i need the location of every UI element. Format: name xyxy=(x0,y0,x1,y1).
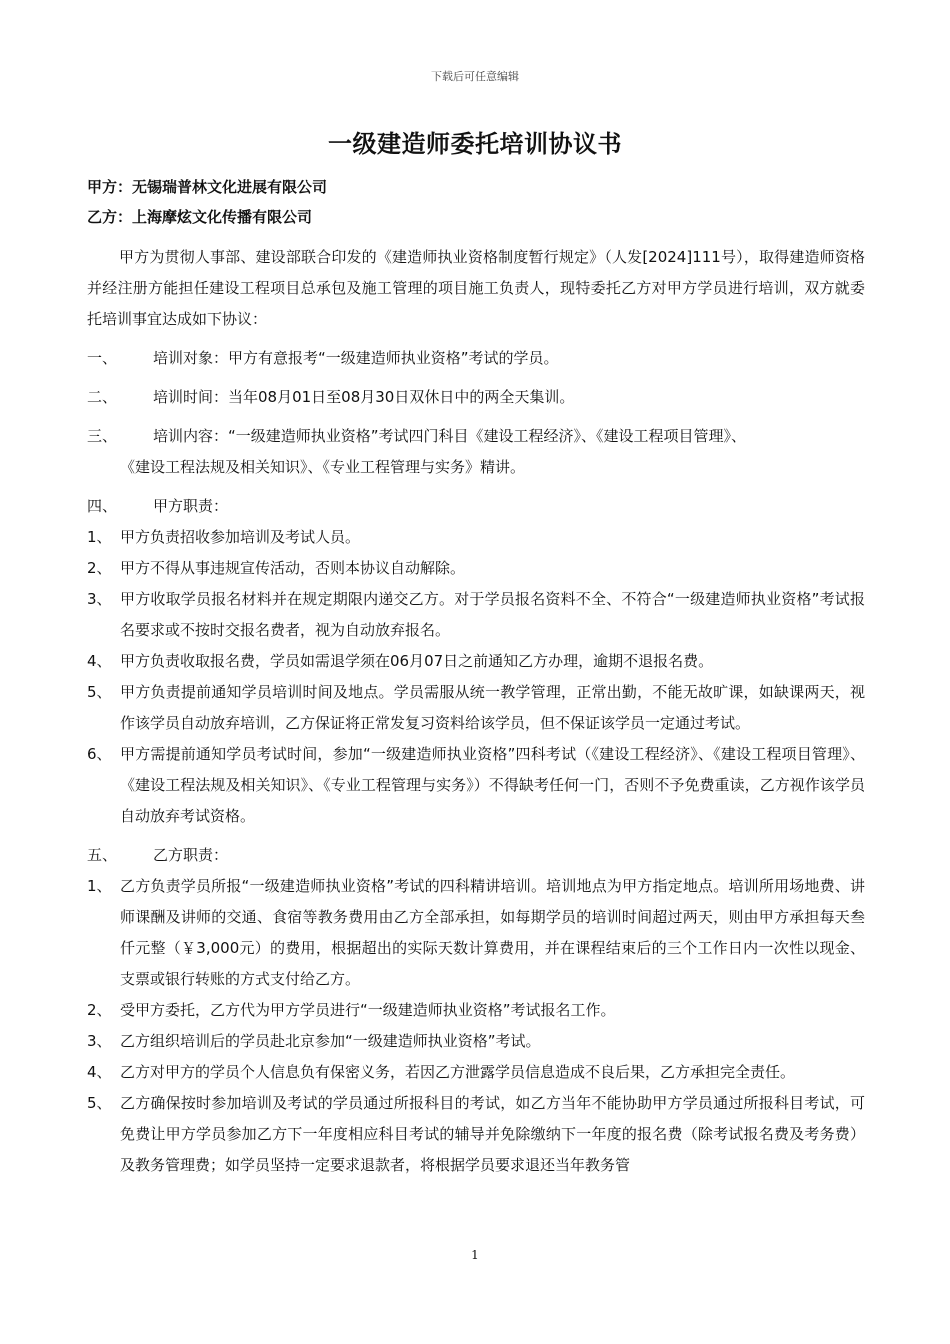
item-text: 乙方确保按时参加培训及考试的学员通过所报科目的考试，如乙方当年不能协助甲方学员通过所报科目考试，可免费让甲方学员参加乙方下一年度相应科目考试的辅导并免除缴纳下一年度的报名费（除考试报名费及考务费）及教务管理费；如学员坚持一定要求退款者，将根据学员要求退还当年教务管 xyxy=(120,1094,865,1174)
section-text: 培训时间：当年08月01日至08月30日双休日中的两全天集训。 xyxy=(153,388,575,406)
section-five xyxy=(87,840,865,871)
section-four xyxy=(87,491,865,522)
party-a-duties-list xyxy=(87,522,865,832)
header-note: 下载后可任意编辑 xyxy=(431,70,519,83)
document-body xyxy=(87,242,865,1181)
section-number: 一、 xyxy=(87,349,118,367)
section-text: 甲方职责： xyxy=(153,497,229,515)
section-two xyxy=(87,382,865,413)
item-text: 乙方对甲方的学员个人信息负有保密义务，若因乙方泄露学员信息造成不良后果，乙方承担完全责任。 xyxy=(120,1063,796,1081)
list-item xyxy=(87,553,865,584)
party-b: 乙方：上海摩炫文化传播有限公司 xyxy=(87,208,313,226)
section-three xyxy=(87,421,865,452)
item-text: 甲方收取学员报名材料并在规定期限内递交乙方。对于学员报名资料不全、不符合“一级建造师执业资格”考试报名要求或不按时交报名费者，视为自动放弃报名。 xyxy=(120,590,865,639)
party-b-duties-list xyxy=(87,871,865,1181)
item-number: 4、 xyxy=(87,652,112,670)
item-text: 乙方负责学员所报“一级建造师执业资格”考试的四科精讲培训。培训地点为甲方指定地点。培训所用场地费、讲师课酬及讲师的交通、食宿等教务费用由乙方全部承担，如每期学员的培训时间超过两天，则由甲方承担每天叁仟元整（￥3,000元）的费用，根据超出的实际天数计算费用，并在课程结束后的三个工作日内一次性以现金、支票或银行转账的方式支付给乙方。 xyxy=(120,877,865,988)
item-number: 2、 xyxy=(87,559,112,577)
section-number: 三、 xyxy=(87,427,118,445)
section-text: 乙方职责： xyxy=(153,846,229,864)
item-number: 1、 xyxy=(87,528,112,546)
list-item xyxy=(87,522,865,553)
item-number: 5、 xyxy=(87,1094,112,1112)
section-one xyxy=(87,343,865,374)
section-text: 培训内容：“一级建造师执业资格”考试四门科目《建设工程经济》、《建设工程项目管理》、 xyxy=(153,427,747,445)
list-item xyxy=(87,1057,865,1088)
section-number: 五、 xyxy=(87,846,118,864)
section-number: 四、 xyxy=(87,497,118,515)
document-title: 一级建造师委托培训协议书 xyxy=(328,130,622,158)
item-text: 受甲方委托，乙方代为甲方学员进行“一级建造师执业资格”考试报名工作。 xyxy=(120,1001,616,1019)
item-number: 3、 xyxy=(87,590,112,608)
item-text: 甲方负责提前通知学员培训时间及地点。学员需服从统一教学管理，正常出勤，不能无故旷课，如缺课两天，视作该学员自动放弃培训，乙方保证将正常发复习资料给该学员，但不保证该学员一定通过考试。 xyxy=(120,683,865,732)
section-number: 二、 xyxy=(87,388,118,406)
item-number: 3、 xyxy=(87,1032,112,1050)
party-a: 甲方：无锡瑞普林文化进展有限公司 xyxy=(87,178,328,196)
item-text: 甲方不得从事违规宣传活动，否则本协议自动解除。 xyxy=(120,559,466,577)
intro-paragraph: 甲方为贯彻人事部、建设部联合印发的《建造师执业资格制度暂行规定》（人发[2024]111号），取得建造师资格并经注册方能担任建设工程项目总承包及施工管理的项目施工负责人，现特委托乙方对甲方学员进行培训，双方就委托培训事宜达成如下协议： xyxy=(87,248,865,328)
item-number: 2、 xyxy=(87,1001,112,1019)
list-item xyxy=(87,995,865,1026)
item-number: 6、 xyxy=(87,745,112,763)
list-item xyxy=(87,871,865,995)
list-item xyxy=(87,739,865,832)
item-text: 甲方需提前通知学员考试时间，参加“一级建造师执业资格”四科考试（《建设工程经济》、《建设工程项目管理》、《建设工程法规及相关知识》、《专业工程管理与实务》）不得缺考任何一门，否则不予免费重读，乙方视作该学员自动放弃考试资格。 xyxy=(120,745,865,825)
list-item xyxy=(87,646,865,677)
list-item xyxy=(87,677,865,739)
item-text: 甲方负责收取报名费，学员如需退学须在06月07日之前通知乙方办理，逾期不退报名费。 xyxy=(120,652,714,670)
section-text: 培训对象：甲方有意报考“一级建造师执业资格”考试的学员。 xyxy=(153,349,559,367)
section-three-continuation: 《建设工程法规及相关知识》、《专业工程管理与实务》精讲。 xyxy=(120,458,526,476)
page-number: 1 xyxy=(471,1248,479,1262)
item-number: 4、 xyxy=(87,1063,112,1081)
item-text: 甲方负责招收参加培训及考试人员。 xyxy=(120,528,361,546)
list-item xyxy=(87,584,865,646)
item-number: 5、 xyxy=(87,683,112,701)
list-item xyxy=(87,1088,865,1181)
item-number: 1、 xyxy=(87,877,112,895)
list-item xyxy=(87,1026,865,1057)
item-text: 乙方组织培训后的学员赴北京参加“一级建造师执业资格”考试。 xyxy=(120,1032,541,1050)
